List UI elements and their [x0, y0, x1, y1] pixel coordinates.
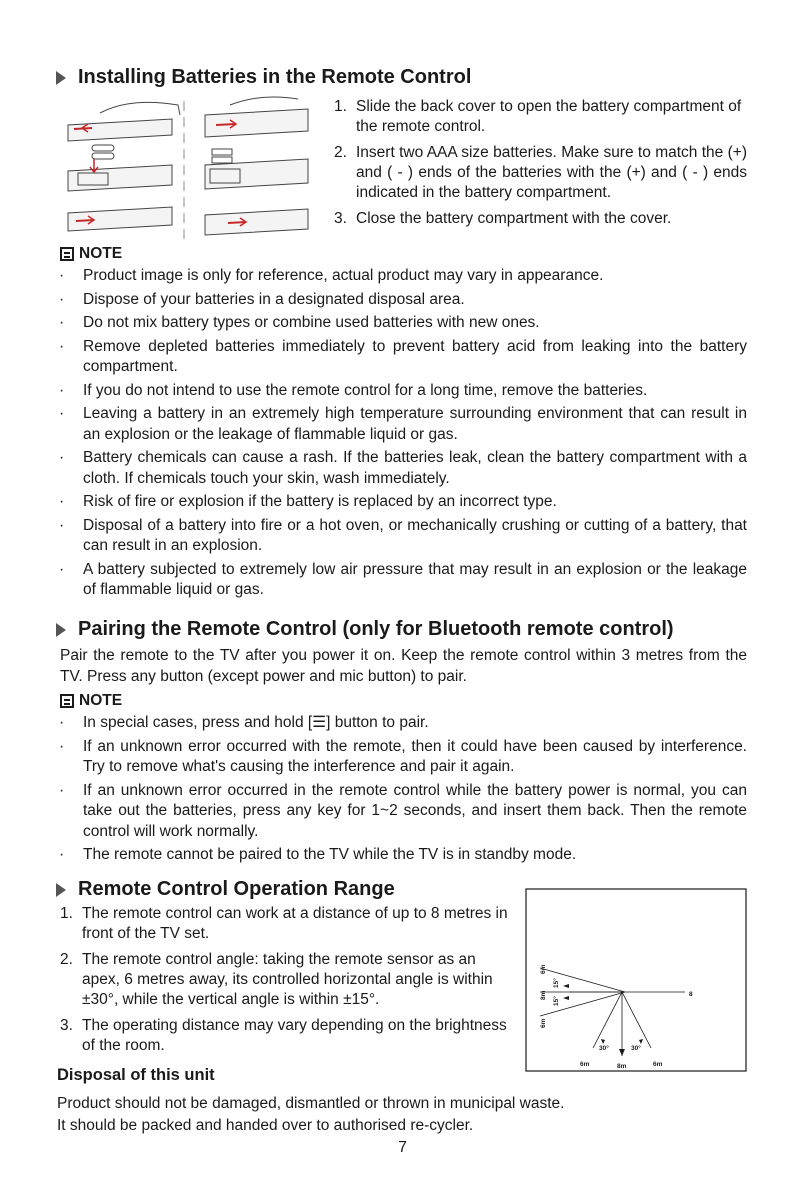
note-heading-1: NOTE — [60, 245, 122, 263]
battery-step-3: 3. Close the battery compartment with the cover. — [334, 210, 672, 227]
pairing-section-heading — [56, 618, 674, 641]
note-item: · A battery subjected to extremely low air pressure that may result in an explosion or the leakage of flammable liquid or gas. — [59, 560, 747, 598]
section-arrow-icon — [56, 623, 66, 637]
battery-install-illustration — [60, 93, 322, 245]
range-section-heading — [56, 878, 395, 901]
section-arrow-icon — [56, 71, 66, 85]
horizontal-angle-right-label: 30° — [631, 1045, 641, 1052]
vertical-angle-bottom-label: 15° — [553, 996, 560, 1006]
range-steps — [60, 904, 510, 1056]
vertical-angle-top-label: 15° — [553, 978, 560, 988]
page-number: 7 — [398, 1139, 407, 1156]
menu-icon: ☰ — [312, 714, 327, 731]
horizontal-range-left-label: 6m — [580, 1061, 590, 1068]
pairing-paragraph: Pair the remote to the TV after you power it on. Keep the remote control within 3 metres from the TV. Press any button (except power and mic button) to pair. — [60, 647, 747, 685]
note-item: · Remove depleted batteries immediately to prevent battery acid from leaking into the battery compartment. — [59, 337, 747, 375]
horizontal-range-mid-label: 8m — [617, 1063, 627, 1070]
disposal-title: Disposal of this unit — [57, 1066, 215, 1084]
range-step-3: 3. The operating distance may vary depending on the brightness of the room. — [60, 1017, 507, 1054]
battery-section-title: Installing Batteries in the Remote Control — [78, 66, 472, 88]
operation-range-diagram — [525, 888, 747, 1072]
disposal-line-2: It should be packed and handed over to authorised re-cycler. — [57, 1117, 474, 1134]
note-icon — [60, 694, 74, 708]
note-item: · Leaving a battery in an extremely high temperature surrounding environment that can result in an explosion or the leakage of flammable liquid or gas. — [59, 405, 747, 443]
horizontal-range-right-label: 6m — [653, 1061, 663, 1068]
note-list-2 — [57, 713, 747, 869]
note-list-1 — [57, 266, 747, 604]
section-arrow-icon — [56, 883, 66, 897]
range-section-title: Remote Control Operation Range — [78, 878, 395, 900]
sensor-label: 8 — [689, 991, 693, 998]
note-item: · Battery chemicals can cause a rash. If the batteries leak, clean the battery compartment with a cloth. If chemicals touch your skin, wash immediately. — [59, 449, 747, 487]
disposal-line-1: Product should not be damaged, dismantled or thrown in municipal waste. — [57, 1095, 565, 1112]
battery-section-heading — [56, 66, 471, 89]
note-item: · Do not mix battery types or combine used batteries with new ones. — [59, 314, 540, 331]
note-item: · Product image is only for reference, actual product may vary in appearance. — [59, 267, 604, 284]
note-item: · Risk of fire or explosion if the battery is replaced by an incorrect type. — [59, 493, 557, 510]
note-item: · The remote cannot be paired to the TV while the TV is in standby mode. — [59, 846, 577, 863]
vertical-range-mid-label: 8m — [540, 990, 547, 1000]
battery-step-2: 2. Insert two AAA size batteries. Make sure to match the (+) and ( - ) ends of the batteries with the (+) and ( - ) ends indicated in the battery compartment. — [334, 144, 747, 201]
range-step-2: 2. The remote control angle: taking the remote sensor as an apex, 6 metres away, its controlled horizontal angle is within ±30°, while the vertical angle is within ±15°. — [60, 951, 493, 1008]
note-item: · If an unknown error occurred with the remote, then it could have been caused by interference. Try to remove what's causing the interference and pair it again. — [59, 737, 747, 775]
note-item: · If an unknown error occurred in the remote control while the battery power is normal, you can take out the batteries, press any key for 1~2 seconds, and insert them back. Then the remote control will work normally. — [59, 781, 747, 840]
range-step-1: 1. The remote control can work at a distance of up to 8 metres in front of the TV set. — [60, 905, 508, 942]
note-icon — [60, 247, 74, 261]
note-item: · Disposal of a battery into fire or a hot oven, or mechanically crushing or cutting of a battery, that can result in an explosion. — [59, 516, 747, 554]
pairing-section-title: Pairing the Remote Control (only for Bluetooth remote control) — [78, 618, 674, 640]
battery-step-1: 1. Slide the back cover to open the battery compartment of the remote control. — [334, 98, 742, 135]
note-item: · If you do not intend to use the remote control for a long time, remove the batteries. — [59, 381, 648, 399]
battery-steps — [334, 97, 747, 229]
note-item: · Dispose of your batteries in a designated disposal area. — [59, 290, 465, 308]
vertical-range-bottom-label: 6m — [540, 1018, 547, 1028]
note-item: · In special cases, press and hold [☰] button to pair. — [59, 714, 429, 731]
horizontal-angle-left-label: 30° — [599, 1045, 609, 1052]
note-heading-2: NOTE — [60, 692, 122, 710]
vertical-range-top-label: 6m — [540, 964, 547, 974]
